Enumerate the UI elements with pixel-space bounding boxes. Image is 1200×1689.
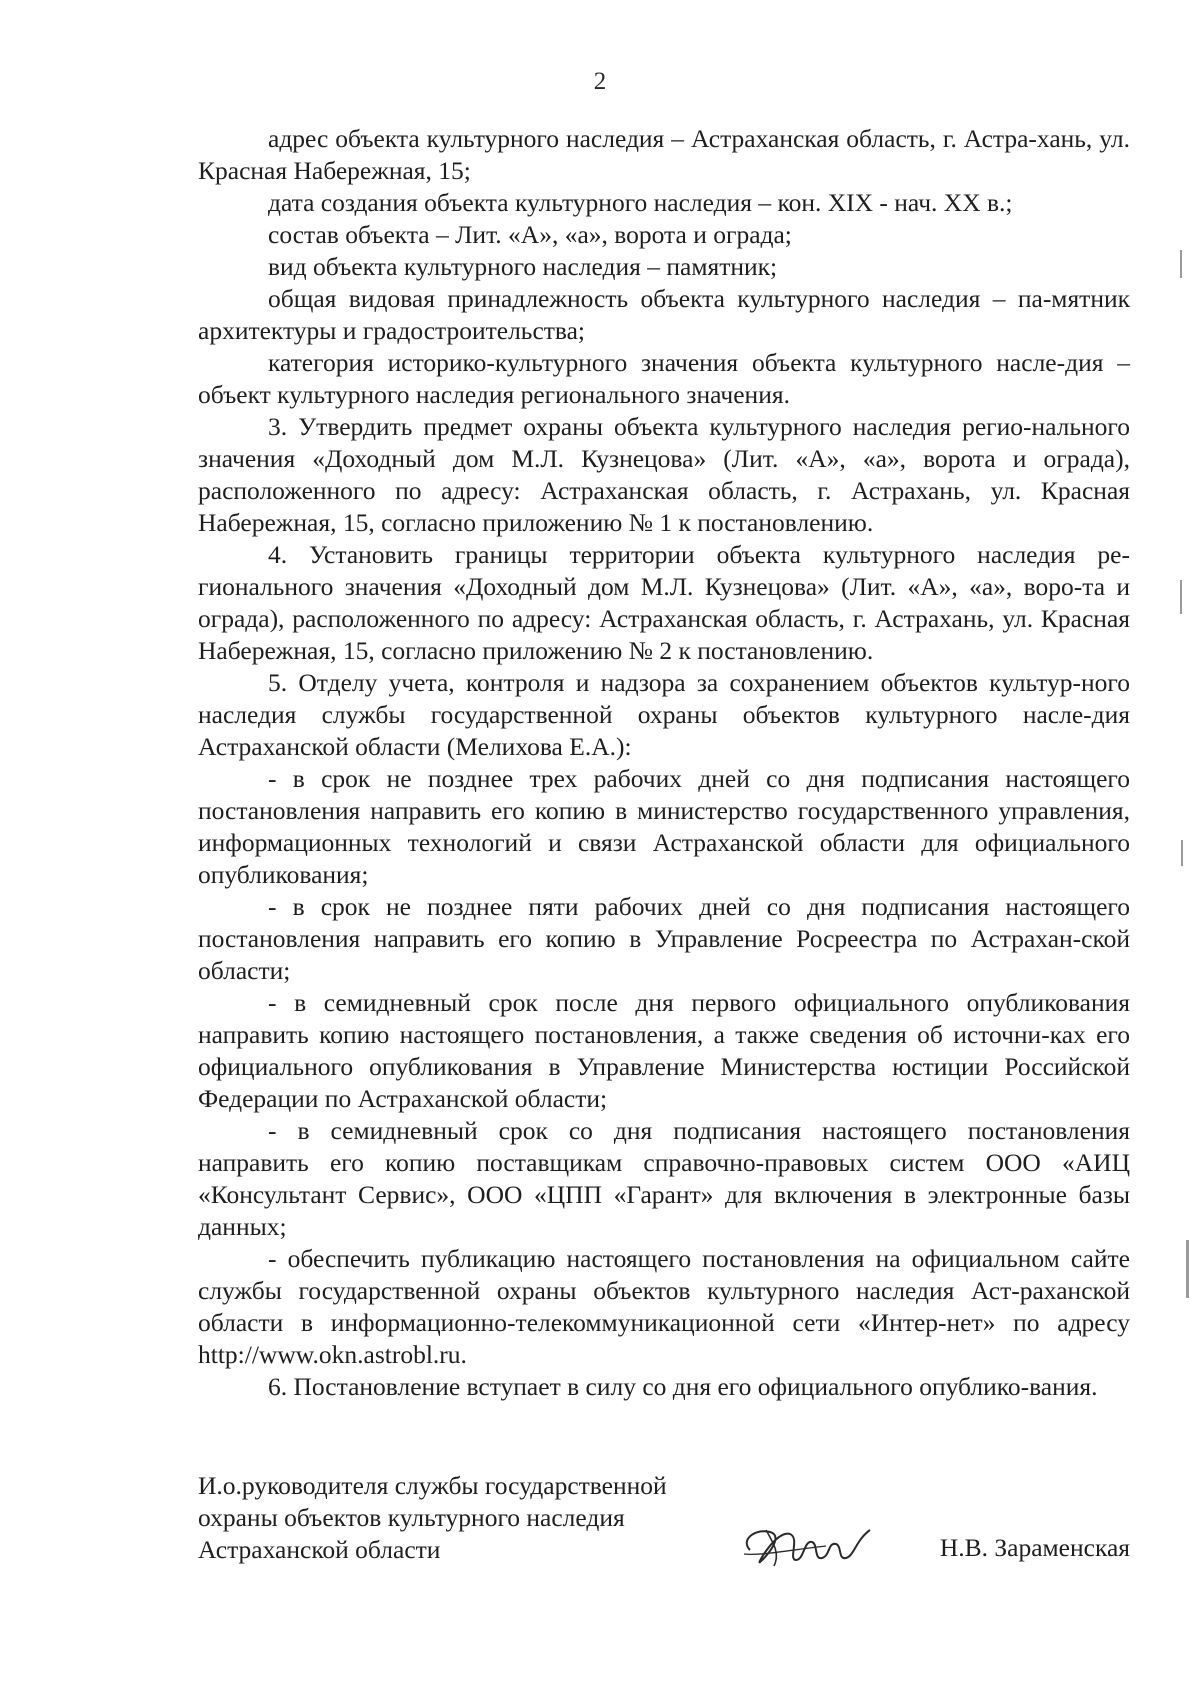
signatory-title-line: охраны объектов культурного наследия — [198, 1503, 625, 1532]
document-body — [198, 123, 1130, 1403]
paragraph-item-6: 6. Постановление вступает в силу со дня его официального опублико-вания. — [268, 1372, 1098, 1401]
scan-artifact — [1181, 840, 1183, 866]
paragraph-item-5: 5. Отделу учета, контроля и надзора за сохранением объектов культур-ного наследия службы государственной охраны объектов культурного насле-дия Астраханской области (Мелихова Е.А.): — [198, 668, 1130, 761]
paragraph-item-5-sub-5: - обеспечить публикацию настоящего постановления на официальном сайте службы государственной охраны объектов культурного наследия Аст-раханской области в информационно-телекоммуникационной сети «Интер-нет» по адресу http://www.okn.astrobl.ru. — [198, 1244, 1130, 1369]
scan-artifact — [1186, 1240, 1189, 1298]
paragraph-category: категория историко-культурного значения объекта культурного насле-дия – объект культурного наследия регионального значения. — [198, 348, 1130, 409]
paragraph-item-5-sub-4: - в семидневный срок со дня подписания настоящего постановления направить его копию поставщикам справочно-правовых систем ООО «АИЦ «Консультант Сервис», ООО «ЦПП «Гарант» для включения в электронные базы данных; — [198, 1116, 1130, 1241]
paragraph-address: адрес объекта культурного наследия – Астраханская область, г. Астра-хань, ул. Красная Набережная, 15; — [198, 124, 1130, 185]
paragraph-item-5-sub-1: - в срок не позднее трех рабочих дней со дня подписания настоящего постановления направить его копию в министерство государственного управления, информационных технологий и связи Астраханской области для официального опубликования; — [198, 764, 1130, 889]
paragraph-creation-date: дата создания объекта культурного наследия – кон. XIX - нач. XX в.; — [268, 188, 1013, 217]
paragraph-item-3: 3. Утвердить предмет охраны объекта культурного наследия регио-нального значения «Доходный дом М.Л. Кузнецова» (Лит. «А», «а», ворота и ограда), расположенного по адресу: Астраханская область, г. Астрахань, ул. Красная Набережная, 15, согласно приложению № 1 к постановлению. — [198, 412, 1130, 537]
paragraph-general-type: общая видовая принадлежность объекта культурного наследия – па-мятник архитектуры и градостроительства; — [198, 284, 1130, 345]
handwritten-signature — [730, 1510, 890, 1580]
signatory-name: Н.В. Зараменская — [939, 1533, 1130, 1562]
scan-artifact — [1180, 580, 1182, 614]
paragraph-item-5-sub-3: - в семидневный срок после дня первого официального опубликования направить копию настоящего постановления, а также сведения об источни-ках его официального опубликования в Управление Министерства юстиции Российской Федерации по Астраханской области; — [198, 988, 1130, 1113]
signatory-title-line: И.о.руководителя службы государственной — [198, 1471, 667, 1500]
paragraph-composition: состав объекта – Лит. «А», «а», ворота и ограда; — [268, 220, 792, 249]
page-number: 2 — [593, 68, 607, 95]
scan-artifact — [1180, 250, 1182, 278]
paragraph-object-type: вид объекта культурного наследия – памятник; — [268, 252, 778, 281]
paragraph-item-5-sub-2: - в срок не позднее пяти рабочих дней со дня подписания настоящего постановления направить его копию в Управление Росреестра по Астрахан-ской области; — [198, 892, 1130, 985]
signatory-title-line: Астраханской области — [198, 1535, 441, 1564]
paragraph-item-4: 4. Установить границы территории объекта культурного наследия ре-гионального значения «Доходный дом М.Л. Кузнецова» (Лит. «А», «а», воро-та и ограда), расположенного по адресу: Астраханская область, г. Астрахань, ул. Красная Набережная, 15, согласно приложению № 2 к постановлению. — [198, 540, 1130, 665]
signatory-title — [198, 1470, 667, 1566]
